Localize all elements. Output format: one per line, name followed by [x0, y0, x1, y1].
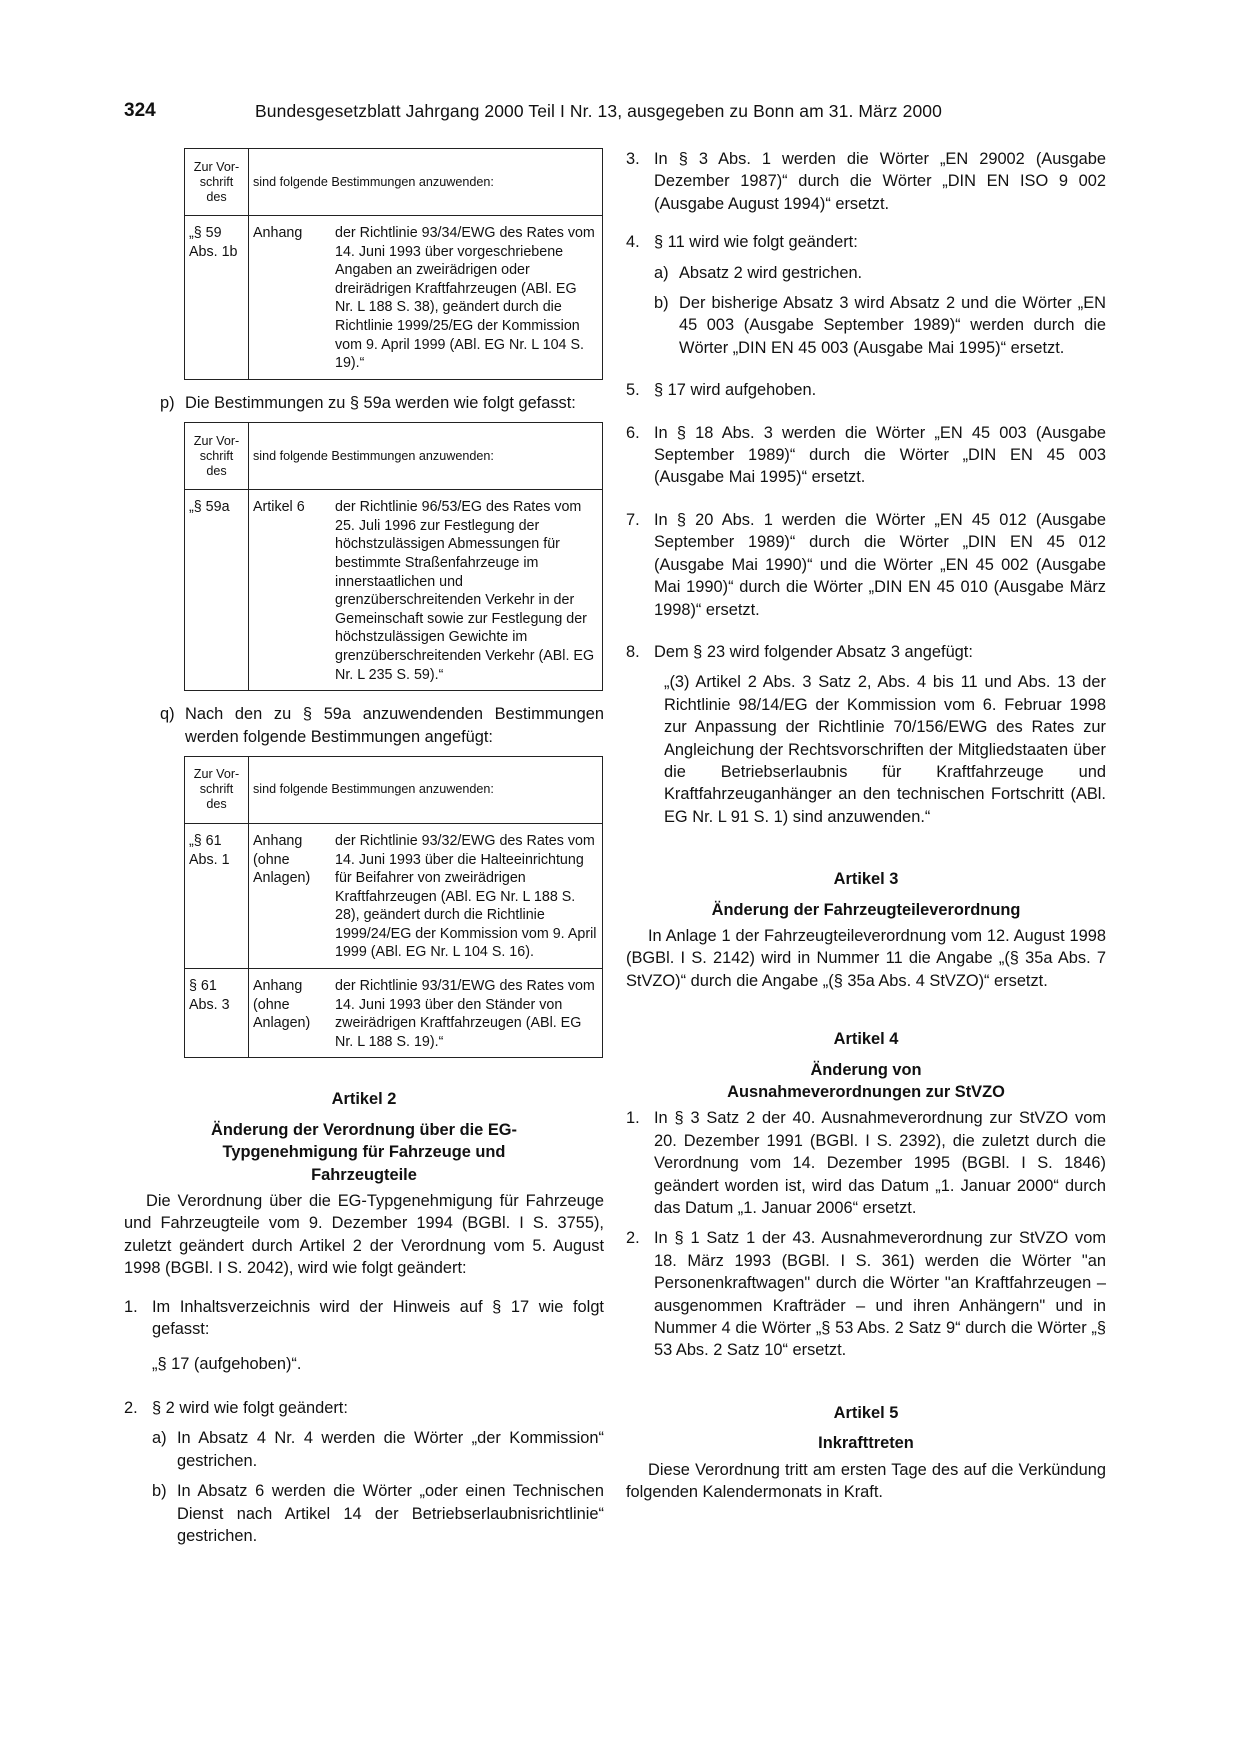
table-header-section: Zur Vor- schrift des: [185, 423, 249, 490]
item-number: 1.: [124, 1297, 138, 1316]
item-text: In § 20 Abs. 1 werden die Wörter „EN 45 012 (Ausgabe September 1989)“ durch die Wörter „DIN EN 45 012 (Ausgabe Mai 1990)“ und die Wörter „EN 45 002 (Ausgabe Mai 1990)“ durch die Wörter „DIN EN 45 010 (Ausgabe März 1998)“ ersetzt.: [654, 510, 1106, 619]
artikel-2-item-2: [124, 1397, 604, 1419]
table-row: [185, 490, 602, 690]
item-text: In § 18 Abs. 3 werden die Wörter „EN 45 003 (Ausgabe September 1989)“ durch die Wörter „DIN EN 45 003 (Ausgabe Mai 1995)“ ersetzt.: [654, 423, 1106, 487]
provision-table-2: [184, 422, 603, 691]
annex-cell: Anhang (ohne Anlagen): [249, 969, 332, 1058]
subitem-text: In Absatz 4 Nr. 4 werden die Wörter „der Kommission“ gestrichen.: [177, 1429, 604, 1470]
table-header-section: Zur Vor- schrift des: [185, 149, 249, 216]
item-p: [160, 392, 604, 414]
item-number: 2.: [124, 1398, 138, 1417]
directive-cell: der Richtlinie 93/31/EWG des Rates vom 14. Juni 1993 über den Ständer von zweirädrigen Kraftfahrzeugen (ABl. EG Nr. L 188 S. 19).“: [331, 969, 602, 1058]
item-number: 3.: [626, 150, 640, 168]
item-text: Die Bestimmungen zu § 59a werden wie folgt gefasst:: [185, 393, 576, 412]
provision-table-3: [184, 756, 603, 1059]
directive-cell: der Richtlinie 93/34/EWG des Rates vom 14. Juni 1993 über vorgeschriebene Angaben an zweirädrigen oder dreirädrigen Kraftfahrzeugen (ABl. EG Nr. L 188 S. 38), geändert durch die Richtlinie 1999/25/EG der Kommission vom 9. April 1999 (ABl. EG Nr. L 104 S. 19).“: [335, 225, 595, 372]
artikel-5-text: Diese Verordnung tritt am ersten Tage des auf die Verkündung folgenden Kalendermonats in Kraft.: [626, 1460, 1106, 1502]
artikel-4-item-1: [626, 1107, 1106, 1219]
table-row: [185, 969, 602, 1058]
item-quote: „(3) Artikel 2 Abs. 3 Satz 2, Abs. 4 bis 11 und Abs. 13 der Richtlinie 98/14/EG der Kommission vom 6. Februar 1998 zur Anpassung der Richtlinie 70/156/EWG des Rates zur Angleichung der Rechtsvorschriften der Mitgliedstaaten über die Betriebserlaubnis für Kraftfahrzeuge und Kraftfahrzeuganhänger an den technischen Fortschritt (ABl. EG Nr. L 91 S. 1) sind anzuwenden.“: [664, 673, 1106, 826]
item-text: § 17 wird aufgehoben.: [654, 381, 817, 400]
annex-cell: Anhang: [253, 225, 303, 241]
section-cell: „§ 59 Abs. 1b: [185, 216, 249, 379]
subitem-a: [654, 262, 1106, 284]
item-text: Nach den zu § 59a anzuwendenden Bestimmungen werden folgende Bestimmungen angefügt:: [185, 705, 604, 746]
item-number: 1.: [626, 1109, 640, 1128]
artikel-5-title: Artikel 5: [833, 1403, 899, 1422]
subitem-b: [152, 1480, 604, 1547]
artikel-3-heading: Änderung der Fahrzeugteileverordnung: [711, 900, 1021, 919]
left-column: [124, 148, 604, 1547]
artikel-2-intro: Die Verordnung über die EG-Typgenehmigung für Fahrzeuge und Fahrzeugteile vom 9. Dezember 1994 (BGBl. I S. 3755), zuletzt geändert durch Artikel 2 der Verordnung vom 5. August 1998 (BGBl. I S. 2042), wird wie folgt geändert:: [124, 1192, 604, 1278]
artikel-2-item-4: [626, 231, 1106, 253]
item-number: 7.: [626, 510, 640, 529]
running-header: Bundesgesetzblatt Jahrgang 2000 Teil I Nr. 13, ausgegeben zu Bonn am 31. März 2000: [255, 101, 942, 121]
annex-cell: Artikel 6: [253, 499, 305, 516]
item-text: In § 3 Satz 2 der 40. Ausnahmeverordnung zur StVZO vom 20. Dezember 1991 (BGBl. I S. 2392), die zuletzt durch die Verordnung vom 14. Dezember 1995 (BGBl. I S. 1846) geändert worden ist, wird das Datum „1. Januar 2000“ durch das Datum „1. Januar 2006“ ersetzt.: [654, 1109, 1106, 1218]
item-text: Dem § 23 wird folgender Absatz 3 angefügt:: [654, 642, 973, 661]
item-text: § 2 wird wie folgt geändert:: [152, 1398, 348, 1417]
subitem-b: [654, 292, 1106, 359]
provision-table-1: [184, 148, 603, 380]
directive-cell: der Richtlinie 96/53/EG des Rates vom 25. Juli 1996 zur Festlegung der höchstzulässigen Abmessungen für bestimmte Straßenfahrzeuge im innerstaatlichen und grenzüberschreitenden Verkehr in der Gemeinschaft sowie zur Festlegung der höchstzulässigen Gewichte im grenzüberschreitenden Verkehr (ABl. EG Nr. L 235 S. 59).“: [335, 499, 595, 683]
artikel-3-title: Artikel 3: [833, 870, 899, 889]
table-header-provisions: sind folgende Bestimmungen anzuwenden:: [249, 423, 603, 490]
item-q: [160, 703, 604, 748]
subitem-a: [152, 1427, 604, 1472]
item-number: 4.: [626, 233, 640, 252]
directive-cell: der Richtlinie 93/32/EWG des Rates vom 14. Juni 1993 über die Halteeinrichtung für Beifahrer von zweirädrigen Kraftfahrzeugen (ABl. EG Nr. L 188 S. 28), geändert durch die Richtlinie 1999/24/EG der Kommission vom 9. April 1999 (ABl. EG Nr. L 104 S. 16).: [335, 832, 597, 961]
artikel-4-title: Artikel 4: [833, 1030, 899, 1049]
item-text: In § 3 Abs. 1 werden die Wörter „EN 29002 (Ausgabe Dezember 1987)“ durch die Wörter „DIN EN ISO 9 002 (Ausgabe August 1994)“ ersetzt.: [654, 150, 1106, 213]
subitem-text: Absatz 2 wird gestrichen.: [679, 263, 863, 282]
artikel-5-heading: Inkrafttreten: [818, 1434, 914, 1453]
subitem-label: a): [152, 1429, 167, 1448]
table-header-provisions: sind folgende Bestimmungen anzuwenden:: [249, 149, 603, 216]
page-number: 324: [124, 100, 156, 121]
item-number: 2.: [626, 1229, 640, 1248]
item-text: In § 1 Satz 1 der 43. Ausnahmeverordnung zur StVZO vom 18. März 1993 (BGBl. I S. 361) werden die Wörter "an Personenkraftwagen" durch die Wörter "an Kraftfahrzeugen – ausgenommen Krafträder – und ihren Anhängern" und in Nummer 4 die Wörter „§ 53 Abs. 2 Satz 9“ durch die Wörter „§ 53 Abs. 2 Satz 10“ ersetzt.: [654, 1229, 1106, 1360]
subitem-text: In Absatz 6 werden die Wörter „oder einen Technischen Dienst nach Artikel 14 der Betriebserlaubnisrichtlinie“ gestrichen.: [177, 1482, 604, 1545]
section-cell: „§ 59a: [185, 490, 249, 690]
artikel-2-item-8: [626, 641, 1106, 663]
subitem-label: a): [654, 263, 669, 282]
artikel-2-title: Artikel 2: [331, 1090, 397, 1109]
artikel-2-heading: Änderung der Verordnung über die EG-Typgenehmigung für Fahrzeuge und Fahrzeugteile: [211, 1120, 517, 1184]
artikel-2-item-3: [626, 148, 1106, 215]
item-number: 6.: [626, 423, 640, 442]
item-number: 8.: [626, 642, 640, 661]
item-text: Im Inhaltsverzeichnis wird der Hinweis auf § 17 wie folgt gefasst:: [152, 1297, 604, 1339]
artikel-4-item-2: [626, 1227, 1106, 1361]
subitem-label: b): [152, 1482, 167, 1501]
table-row: [185, 216, 602, 379]
artikel-4-heading: Änderung von Ausnahmeverordnungen zur StVZO: [727, 1060, 1005, 1101]
item-label: q): [160, 705, 175, 724]
subitem-text: Der bisherige Absatz 3 wird Absatz 2 und die Wörter „EN 45 003 (Ausgabe September 1989)“ werden durch die Wörter „DIN EN 45 003 (Ausgabe Mai 1995)“ ersetzt.: [679, 294, 1106, 357]
artikel-3-text: In Anlage 1 der Fahrzeugteileverordnung vom 12. August 1998 (BGBl. I S. 2142) wird in Nummer 11 die Angabe „(§ 35a Abs. 7 StVZO)“ durch die Angabe „(§ 35a Abs. 4 StVZO)“ ersetzt.: [626, 926, 1106, 990]
item-number: 5.: [626, 381, 640, 400]
item-label: p): [160, 393, 175, 412]
annex-cell: Anhang (ohne Anlagen): [253, 832, 311, 887]
subitem-label: b): [654, 294, 669, 313]
table-header-provisions: sind folgende Bestimmungen anzuwenden:: [249, 757, 603, 824]
artikel-2-item-1: [124, 1296, 604, 1341]
item-quote: „§ 17 (aufgehoben)“.: [152, 1354, 302, 1373]
table-header-section: Zur Vor- schrift des: [185, 757, 249, 824]
table-row: [185, 823, 602, 968]
section-cell: § 61 Abs. 3: [185, 969, 249, 1058]
artikel-2-item-5: [626, 379, 1106, 401]
section-cell: „§ 61 Abs. 1: [185, 823, 249, 968]
artikel-2-item-7: [626, 509, 1106, 621]
item-text: § 11 wird wie folgt geändert:: [654, 233, 858, 252]
right-column: [626, 148, 1106, 1504]
artikel-2-item-6: [626, 422, 1106, 489]
